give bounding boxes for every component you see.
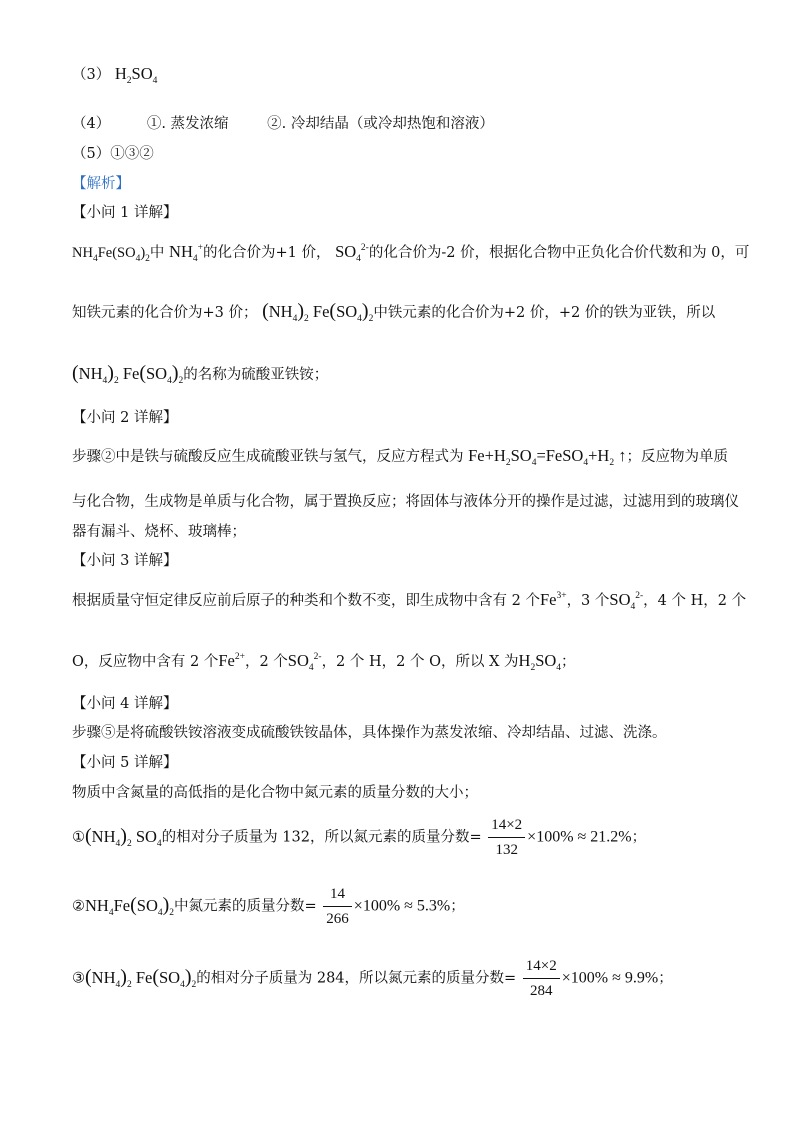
analysis-heading: 【解析】	[72, 176, 130, 192]
q1-heading: 【小问 1 详解】	[72, 205, 178, 221]
equation: $Fe+H_2SO_4=FeSO_4+H_2$ ↑	[468, 446, 627, 468]
q3-heading: 【小问 3 详解】	[72, 553, 178, 569]
answer-4: （4） ①. 蒸发浓缩 ②. 冷却结晶（或冷却热饱和溶液）	[72, 116, 494, 132]
q1-line-2: 知铁元素的化合价为+3 价； $(NH_4)_2$ $Fe(SO_4)_2$中铁元素的化合价为+2 价，+2 价的铁为亚铁，所以	[72, 300, 716, 324]
answer-3: （3） $H_2SO_4$	[72, 64, 158, 86]
answer-5: （5）①③②	[72, 146, 154, 162]
q5-row-1: $①(NH_4)_2$ $SO_4$的相对分子质量为 132，所以氮元素的质量分数= $\frac{14\times 2}{132}$ ×100% ≈ 21.2%；	[72, 817, 647, 858]
q2-heading: 【小问 2 详解】	[72, 410, 178, 426]
q3-line-2: O，反应物中含有 2 个$Fe^{2+}$，2 个$SO_4^{2-}$，2 个 H，2 个 O，所以 X 为$H_2SO_4$；	[72, 651, 576, 673]
q1-line-1: $NH_4Fe(SO_4)_2$中 $NH_4^+$的化合价为+1 价， $SO_4^{2-}$的化合价为-2 价，根据化合物中正负化合价代数和为 0，可	[72, 242, 750, 264]
q2-line-1: 步骤②中是铁与硫酸反应生成硫酸亚铁与氢气，反应方程式为 $Fe+H_2SO_4=FeSO_4+H_2$ ↑；反应物为单质	[72, 446, 728, 468]
q5-row-3: $③(NH_4)_2$ $Fe(SO_4)_2$的相对分子质量为 284，所以氮元素的质量分数= $\frac{14\times 2}{284}$ ×100% ≈ 9.9%；	[72, 958, 673, 999]
q4-heading: 【小问 4 详解】	[72, 696, 178, 712]
formula-h2so4: $H_2SO_4$	[114, 64, 158, 86]
q4-line-1: 步骤⑤是将硫酸铁铵溶液变成硫酸铁铵晶体，具体操作为蒸发浓缩、冷却结晶、过滤、洗涤。	[72, 725, 667, 741]
q5-heading: 【小问 5 详解】	[72, 755, 178, 771]
q3-line-1: 根据质量守恒定律反应前后原子的种类和个数不变，即生成物中含有 2 个$Fe^{3+}$，3 个$SO_4^{2-}$，4 个 H，2 个	[72, 590, 747, 612]
q1-line-3: $(NH_4)_2$ $Fe(SO_4)_2$的名称为硫酸亚铁铵；	[72, 362, 329, 386]
q5-row-2: $②NH_4Fe(SO_4)_2$中氮元素的质量分数= $\frac{14}{266}$ ×100% ≈ 5.3%；	[72, 886, 465, 927]
q2-line-2: 与化合物，生成物是单质与化合物，属于置换反应；将固体与液体分开的操作是过滤，过滤用到的玻璃仪	[72, 494, 739, 510]
fraction: $\frac{14}{266}$	[323, 884, 352, 929]
q2-line-3: 器有漏斗、烧杯、玻璃棒；	[72, 524, 246, 540]
fraction: $\frac{14\times 2}{132}$	[488, 815, 525, 860]
q5-intro: 物质中含氮量的高低指的是化合物中氮元素的质量分数的大小；	[72, 785, 478, 801]
fraction: $\frac{14\times 2}{284}$	[523, 956, 560, 1001]
